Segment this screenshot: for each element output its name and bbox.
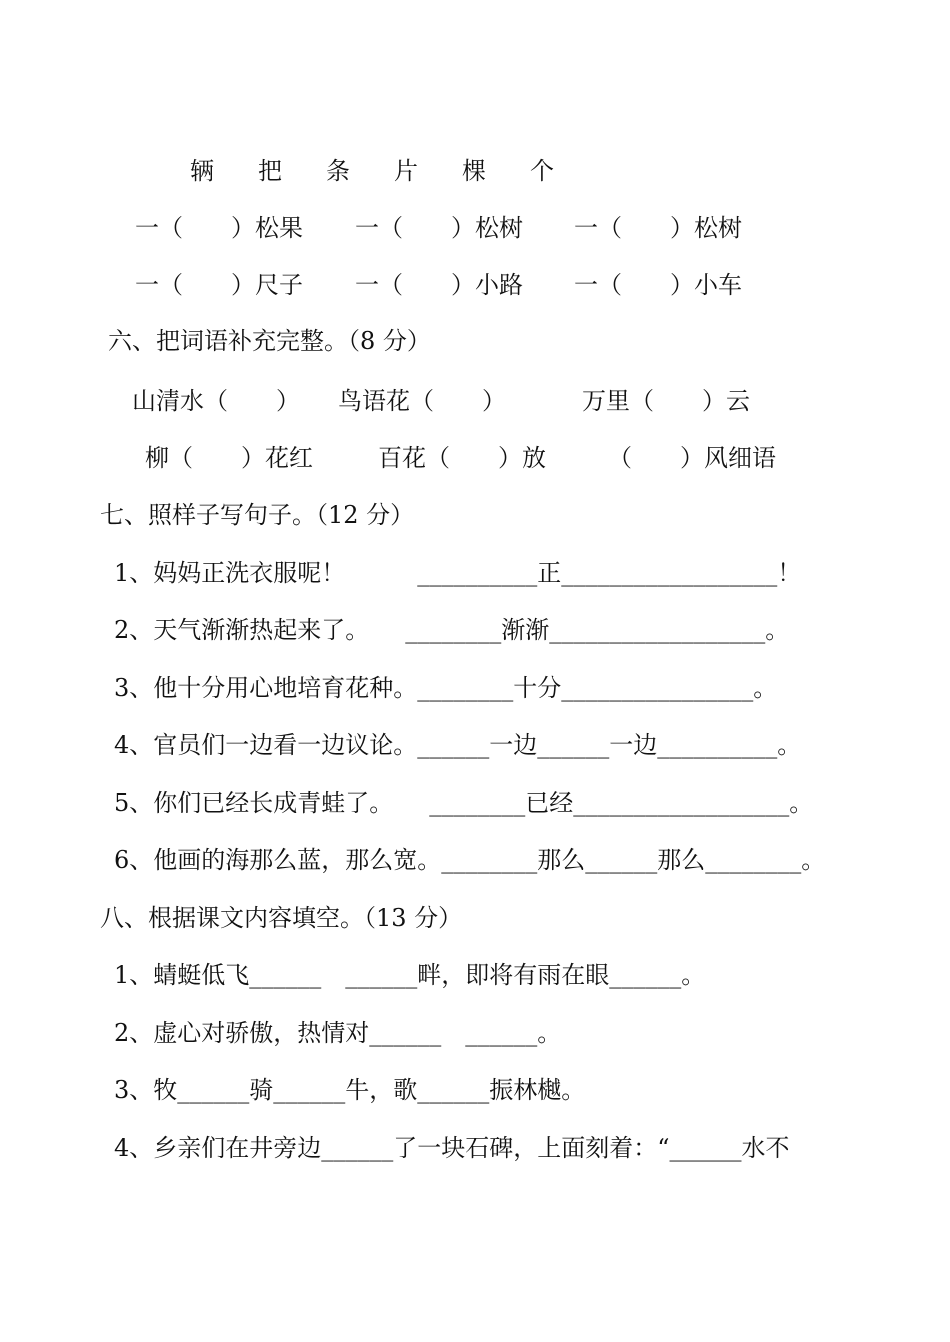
idiom-blank: 山清水（ ） [132,387,300,415]
sentence-item: 4、官员们一边看一边议论。______一边______一边__________。 [114,731,802,759]
fill-item: 3、牧______骑______牛，歌______振林樾。 [114,1076,586,1104]
fill-item: 2、虚心对骄傲，热情对______ ______。 [114,1019,562,1047]
measure-blank: 一（ ）尺子 [135,271,303,299]
sentence-item: 5、你们已经长成青蛙了。 ________已经__________________。 [114,789,814,817]
idiom-blank: （ ）风细语 [608,444,776,472]
word-bank-item: 个 [530,157,554,185]
measure-blank: 一（ ）松树 [355,214,523,242]
word-bank-item: 把 [258,157,282,185]
word-bank-item: 条 [326,157,350,185]
section6-title: 六、把词语补充完整。（8 分） [108,327,431,355]
word-bank-item: 棵 [462,157,486,185]
word-bank-item: 片 [394,157,418,185]
fill-item: 1、蜻蜓低飞______ ______畔，即将有雨在眼______。 [114,961,706,989]
measure-blank: 一（ ）松树 [574,214,742,242]
sentence-item: 3、他十分用心地培育花种。________十分________________。 [114,674,778,702]
idiom-blank: 鸟语花（ ） [338,387,506,415]
idiom-blank: 柳（ ）花红 [145,444,313,472]
sentence-item: 2、天气渐渐热起来了。 ________渐渐__________________。 [114,616,790,644]
sentence-item: 6、他画的海那么蓝，那么宽。________那么______那么________。 [114,846,826,874]
section7-title: 七、照样子写句子。（12 分） [100,501,415,529]
word-bank [190,156,598,186]
idiom-blank: 百花（ ）放 [378,444,546,472]
measure-blank: 一（ ）小车 [574,271,742,299]
word-bank-item: 辆 [190,157,214,185]
section8-title: 八、根据课文内容填空。（13 分） [100,904,463,932]
sentence-item: 1、妈妈正洗衣服呢！ __________正__________________！ [114,559,802,587]
idiom-blank: 万里（ ）云 [582,387,750,415]
measure-blank: 一（ ）小路 [355,271,523,299]
fill-item: 4、乡亲们在井旁边______了一块石碑，上面刻着：“______水不 [114,1134,790,1162]
measure-blank: 一（ ）松果 [135,214,303,242]
